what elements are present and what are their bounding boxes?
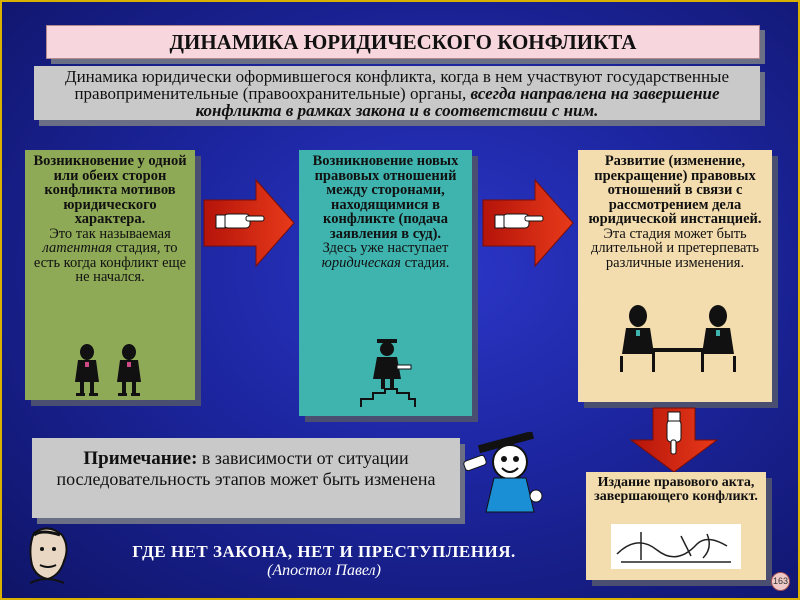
note-text: в зависимости от ситуации последовательность этапов может быть изменена	[56, 448, 436, 489]
arrow-right-2	[481, 178, 575, 268]
standing-figures-icon	[67, 340, 157, 400]
stage-4-box	[586, 472, 766, 580]
stage-2-italic: юридическая	[321, 254, 401, 271]
stage-1-heading: Возникновение у одной или обеих сторон конфликта мотивов юридического характера.	[33, 153, 187, 227]
quote-author: (Апостол Павел)	[267, 562, 381, 579]
arrow-right-1	[202, 178, 296, 268]
intro-box	[34, 66, 760, 120]
quote-text: ГДЕ НЕТ ЗАКОНА, НЕТ И ПРЕСТУПЛЕНИЯ.	[132, 542, 516, 561]
stage-1-post: стадия, то есть когда конфликт еще не начался.	[33, 240, 187, 285]
note-box	[32, 438, 460, 518]
stage-3-box	[578, 150, 772, 402]
note-label: Примечание:	[83, 448, 198, 469]
stage-2-heading: Возникновение новых правовых отношений между сторонами, находящимися в конфликте (подача заявления в суд).	[312, 153, 459, 242]
graduate-on-stairs-icon	[357, 335, 417, 410]
figures-at-table-icon	[618, 300, 738, 375]
stage-1-italic: латентная	[42, 240, 113, 256]
stage-2-post: стадия.	[400, 254, 450, 271]
slide-title-box	[46, 25, 760, 59]
arrow-down	[627, 406, 721, 474]
page-number: 163	[771, 572, 790, 591]
stage-3-heading: Развитие (изменение, прекращение) правовых отношений в связи с рассмотрением дела юридической инстанцией.	[588, 153, 762, 227]
signature-sketch-icon	[611, 524, 741, 569]
cartoon-student-icon	[460, 432, 555, 522]
stage-2-body	[305, 241, 466, 270]
stage-1-body	[31, 227, 189, 285]
slide-title: ДИНАМИКА ЮРИДИЧЕСКОГО КОНФЛИКТА	[169, 30, 637, 54]
stage-4-heading: Издание правового акта, завершающего конфликт.	[594, 475, 758, 504]
intro-text: Динамика юридически оформившегося конфликта, когда в нем участвуют государственные правоприменительные (правоохранительные) органы,	[64, 67, 730, 103]
intro-emphasis: всегда направлена на завершение конфликта в рамках закона и в соответствии с ним.	[195, 84, 720, 120]
stage-3-body: Эта стадия может быть длительной и претерпевать различные изменения.	[590, 225, 760, 271]
stage-1-pre: Это так называемая	[49, 225, 171, 242]
apostle-portrait-icon	[24, 527, 70, 585]
quote-block	[74, 542, 574, 580]
stage-2-pre: Здесь уже наступает	[322, 240, 449, 256]
stage-2-box	[299, 150, 472, 416]
stage-1-box	[25, 150, 195, 400]
